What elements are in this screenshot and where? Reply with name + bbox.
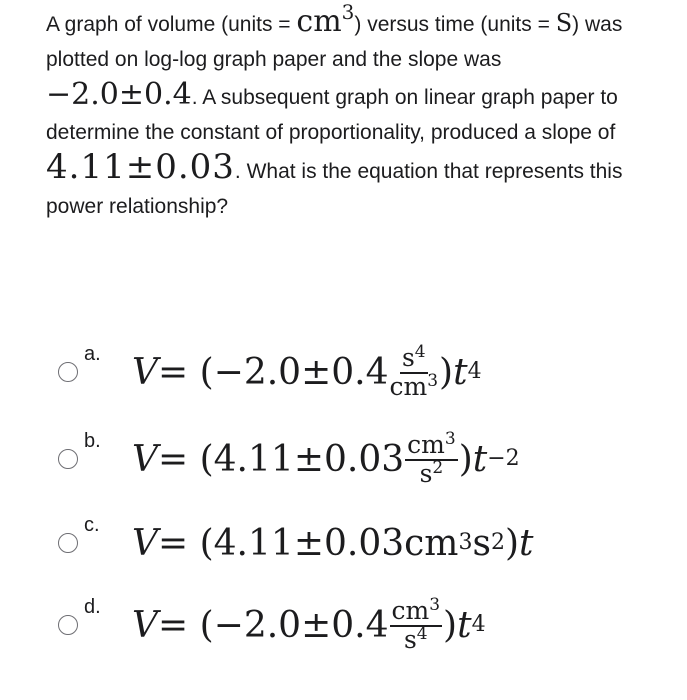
option-c[interactable]: c. V = ( 4.11±0.03 cm 3 s 2 ) t	[58, 508, 668, 578]
radio-button[interactable]	[58, 533, 78, 553]
unit-fraction: $\frac{s^4}{cm^3}$	[389, 341, 439, 401]
formula-a: V = ( −2.0±0.4 $\frac{s^4}{cm^3}$ ) t 4	[132, 341, 482, 401]
radio-button[interactable]	[58, 362, 78, 382]
loglog-slope: −2.0±0.4	[46, 77, 192, 112]
time-unit: S	[555, 9, 573, 37]
formula-d: V = ( −2.0±0.4 $\frac{cm^3}{s^4}$ ) t 4	[132, 594, 486, 654]
option-d[interactable]: d. V = ( −2.0±0.4 $\frac{cm^3}{s^4}$ ) t 4	[58, 590, 668, 660]
unit-fraction: $\frac{cm^3}{s^2}$	[407, 428, 456, 488]
volume-unit: $cm^3$	[296, 0, 355, 39]
formula-b: V = ( 4.11±0.03 $\frac{cm^3}{s^2}$ ) t −2	[132, 428, 520, 488]
formula-c: V = ( 4.11±0.03 cm 3 s 2 ) t	[132, 522, 534, 564]
radio-button[interactable]	[58, 615, 78, 635]
linear-slope: 4.11±0.03	[46, 147, 235, 187]
radio-button[interactable]	[58, 449, 78, 469]
unit-fraction: $\frac{cm^3}{s^4}$	[391, 594, 441, 654]
option-a[interactable]: a. V = ( −2.0±0.4 $\frac{s^4}{cm^3}$ ) t 4	[58, 337, 668, 407]
question-text: A graph of volume (units = $cm^3$) versus time (units = S) was plotted on log-log graph paper and the slope was −2.0±0.4. A subsequent graph on linear graph paper to determine the constant of proportionality, produced a slope of 4.11±0.03. What is the equation that represents this power relationship?	[46, 0, 623, 218]
option-b[interactable]: b. V = ( 4.11±0.03 $\frac{cm^3}{s^2}$ ) t −2	[58, 424, 668, 494]
